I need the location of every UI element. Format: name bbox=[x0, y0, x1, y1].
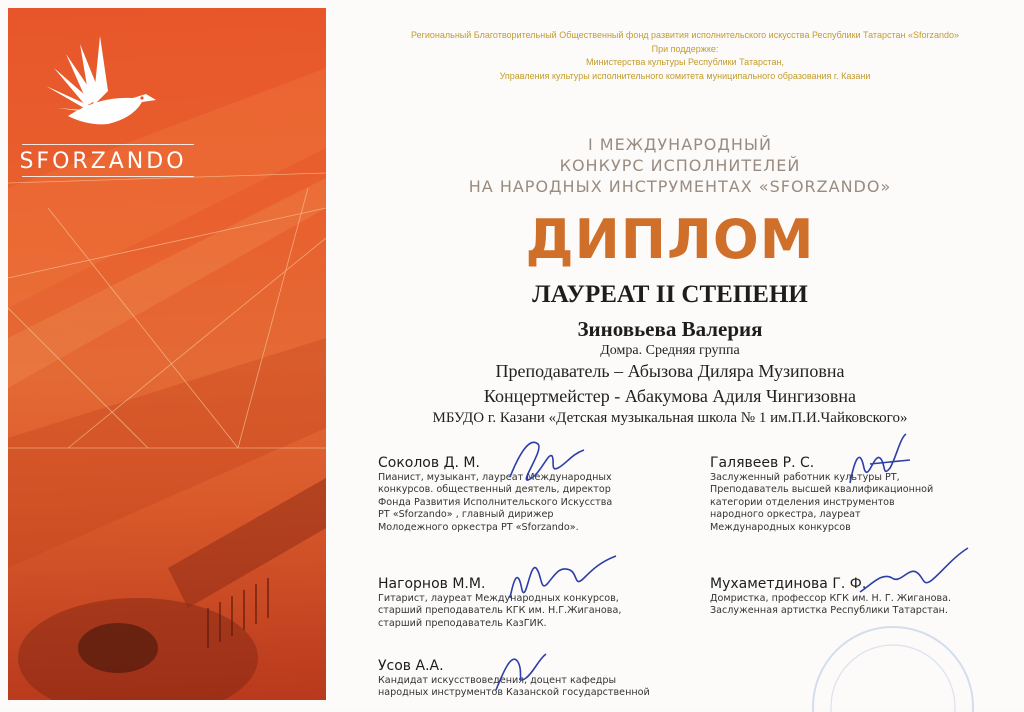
logo-wordmark: SFORZANDO bbox=[19, 149, 187, 174]
jury-description: Пианист, музыкант, лауреат Международных конкурсов. общественный деятель, директор Фонда Развития Исполнительского Искусства РТ «Sforzando» , главный дирижер Молодежного оркестра РТ «Sforzando». bbox=[378, 472, 613, 533]
award-degree: ЛАУРЕАТ II СТЕПЕНИ bbox=[532, 281, 808, 308]
teacher-line: Преподаватель – Абызова Диляра Музиповна bbox=[495, 361, 845, 381]
jury-member bbox=[378, 657, 688, 700]
organizer-block bbox=[360, 29, 1010, 83]
jury-member bbox=[378, 575, 688, 630]
sforzando-bird-logo-icon bbox=[38, 36, 168, 136]
logo-bottom-rule bbox=[22, 176, 194, 177]
jury-member bbox=[378, 454, 678, 534]
jury-description: Домристка, профессор КГК им. Н. Г. Жиганова. Заслуженная артистка Республики Татарстан. bbox=[710, 593, 952, 617]
jury-name: Соколов Д. М. bbox=[378, 455, 480, 471]
jury-description: Кандидат искусствоведения, доцент кафедры народных инструментов Казанской государственной bbox=[378, 675, 650, 699]
seal-stamp bbox=[808, 612, 978, 712]
jury-description: Гитарист, лауреат Международных конкурсов, старший преподаватель КГК им. Н.Г.Жиганова, старший преподаватель КазГИК. bbox=[378, 593, 622, 629]
organizer-line-1: Региональный Благотворительный Общественный фонд развития исполнительского искусства Республики Татарстан «Sforzando» bbox=[410, 30, 960, 40]
decorative-panel bbox=[8, 8, 326, 700]
jury-description: Заслуженный работник культуры РТ, Преподаватель высшей квалификационной категории отделения инструментов народного оркестра, лауреат Международных конкурсов bbox=[710, 472, 934, 533]
organizer-line-2: При поддержке: bbox=[651, 43, 719, 54]
organizer-line-3: Министерства культуры Республики Татарстан, bbox=[585, 57, 785, 67]
contest-line-3: НА НАРОДНЫХ ИНСТРУМЕНТАХ «SFORZANDO» bbox=[468, 177, 892, 196]
jury-name: Усов А.А. bbox=[378, 658, 444, 674]
school-line: МБУДО г. Казани «Детская музыкальная школа № 1 им.П.И.Чайковского» bbox=[432, 410, 908, 426]
contest-line-1: I МЕЖДУНАРОДНЫЙ bbox=[587, 135, 773, 154]
contest-title bbox=[400, 134, 960, 197]
organizer-line-4: Управления культуры исполнительного комитета муниципального образования г. Казани bbox=[499, 70, 871, 81]
contest-line-2: КОНКУРС ИСПОЛНИТЕЛЕЙ bbox=[559, 156, 801, 175]
jury-name: Галявеев Р. С. bbox=[710, 455, 815, 471]
diploma-heading: ДИПЛОМ bbox=[525, 208, 815, 271]
jury-name: Мухаметдинова Г. Ф. bbox=[710, 576, 867, 592]
nomination: Домра. Средняя группа bbox=[600, 343, 740, 358]
jury-member bbox=[710, 454, 1010, 534]
logo-top-rule bbox=[22, 144, 194, 145]
accompanist-line: Концертмейстер - Абакумова Адиля Чингизовна bbox=[483, 386, 857, 406]
winner-name: Зиновьева Валерия bbox=[577, 317, 763, 341]
jury-name: Нагорнов М.М. bbox=[378, 576, 486, 592]
